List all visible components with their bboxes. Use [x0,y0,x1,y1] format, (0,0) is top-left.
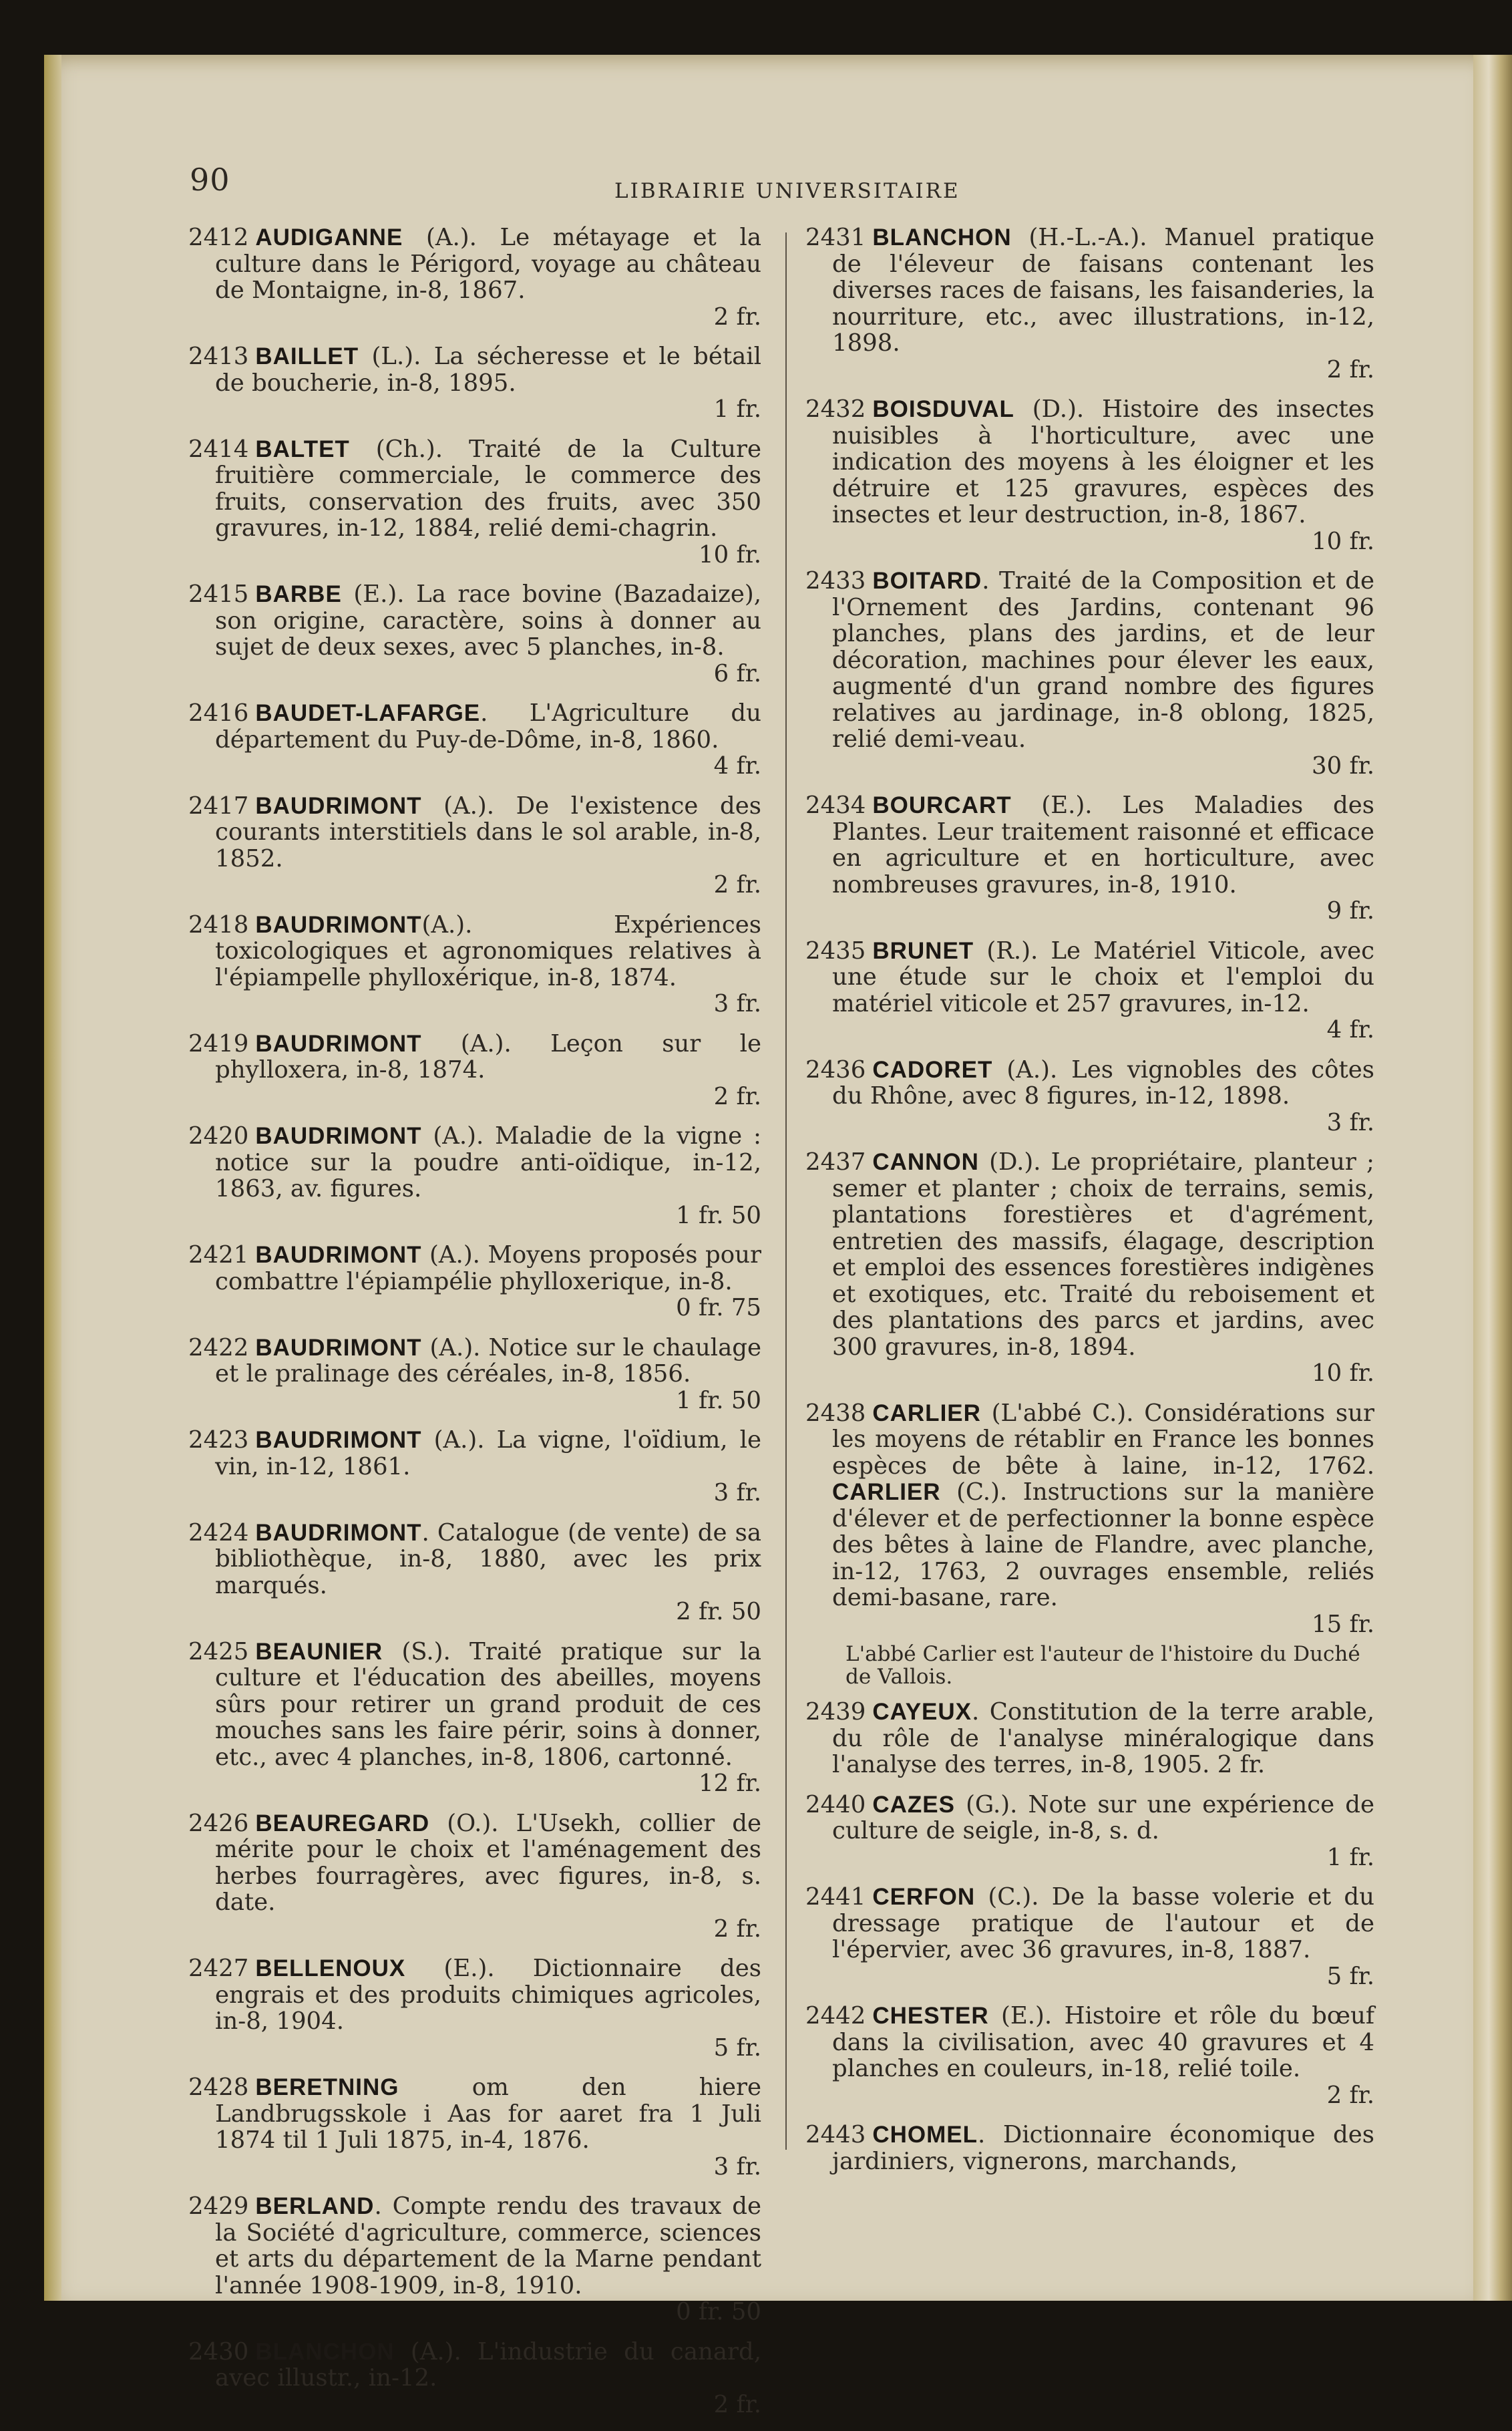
entry-number: 2432 [805,395,866,423]
catalog-entry [188,2074,761,2180]
entry-author: BAUDRIMONT [255,1427,422,1453]
entry-author: BERLAND [255,2193,375,2219]
entry-author: BEAUREGARD [255,1810,430,1836]
entry-price: 0 fr. 50 [676,2298,761,2325]
catalog-entry [805,1400,1374,1638]
entry-description: (D.). Histoire des insectes nuisibles à l'horticulture, avec une indication des moyens à les éloigner et les détruire et 125 gravures, espèces des insectes et leur destruction, in-8, 1867. [832,395,1374,528]
entry-description: om den hiere Landbrugsskole i Aas for aaret fra 1 Juli 1874 til 1 Juli 1875, in-4, 1876. [215,2074,761,2154]
entry-price: 12 fr. [699,1770,761,1797]
entry-price: 2 fr. 50 [676,1598,761,1625]
entry-price: 3 fr. [713,2152,761,2180]
catalog-entry [805,396,1374,554]
entry-author: BAUDRIMONT [255,911,422,938]
catalog-entry [805,792,1374,925]
catalog-entry [188,2339,761,2418]
entry-number: 2424 [188,1518,249,1547]
entry-price: 1 fr. [713,395,761,423]
entry-price: 3 fr. [713,990,761,1017]
catalog-entry [805,938,1374,1043]
entry-author: BLANCHON [255,2338,395,2365]
entry-description: . Dictionnaire économique des jardiniers, vignerons, marchands, [832,2121,1374,2175]
entry-price: 2 fr. [1326,2081,1374,2109]
entry-author: BEAUNIER [255,1638,383,1665]
column-divider [785,232,787,2150]
entry-description: (R.). Le Matériel Viticole, avec une étude sur le choix et l'emploi du matériel viticole et 257 gravures, in-12. [832,937,1374,1017]
entry-author: BAILLET [255,343,359,369]
entry-author: CARLIER [872,1400,981,1426]
catalog-entry [188,1242,761,1321]
entry-description: (A.). Maladie de la vigne : notice sur la poudre anti-oïdique, in-12, 1863, av. figures. [215,1122,761,1202]
page-number: 90 [190,162,230,198]
entry-author: BAUDRIMONT [255,1030,422,1057]
entry-author: BRUNET [872,937,974,964]
entry-description: (A.). Notice sur le chaulage et le pralinage des céréales, in-8, 1856. [215,1333,761,1388]
entry-number: 2431 [805,224,866,251]
entry-number: 2417 [188,792,249,820]
entry-number: 2436 [805,1056,866,1084]
entry-number: 2416 [188,699,249,727]
entry-number: 2434 [805,792,866,819]
entry-description: (A.). Moyens proposés pour combattre l'épiampélie phylloxerique, in-8. [215,1241,761,1295]
entry-price: 2 fr. [713,871,761,899]
entry-author: BOURCART [872,792,1012,818]
right-column [805,224,1374,2188]
entry-author: AUDIGANNE [255,224,403,251]
catalog-entry [188,2193,761,2325]
entry-price: 3 fr. [1326,1108,1374,1136]
entry-number: 2439 [805,1698,866,1726]
entry-number: 2430 [188,2337,249,2366]
entry-description: (G.). Note sur une expérience de culture de seigle, in-8, s. d. [832,1790,1374,1844]
entry-author: BAUDRIMONT [255,1242,422,1268]
entry-number: 2421 [188,1241,249,1269]
entry-author: BAUDET-LAFARGE [255,700,481,726]
page-fore-edge [1473,55,1512,2301]
catalog-entry [805,568,1374,779]
entry-description: (L'abbé C.). Considérations sur les moyens de rétablir en France les bonnes espèces de bête à laine, in-12, 1762. [832,1399,1374,1480]
entry-number: 2422 [188,1333,249,1361]
entry-number: 2414 [188,435,249,463]
entry-author: CAZES [872,1791,955,1818]
catalog-entry [188,700,761,780]
catalog-entry [188,224,761,330]
entry-description: (L.). La sécheresse et le bétail de boucherie, in-8, 1895. [215,343,761,397]
entry-price: 15 fr. [1312,1610,1374,1638]
catalog-entry [188,581,761,687]
entry-number: 2420 [188,1122,249,1150]
entry-description: (E.). La race bovine (Bazadaize), son origine, caractère, soins à donner au sujet de deux sexes, avec 5 planches, in-8. [215,581,761,661]
entry-price: 2 fr. [713,1915,761,1943]
entry-price: 2 fr. [1217,1751,1266,1778]
entry-description: (C.). Instructions sur la manière d'élever et de perfectionner la bonne espèce des bêtes à laine de Flandre, avec planche, in-12, 1763, 2 ouvrages ensemble, reliés demi-basane, rare. [832,1478,1374,1611]
entry-number: 2440 [805,1790,866,1818]
entry-price: 9 fr. [1326,897,1374,925]
catalog-entry [188,1335,761,1414]
entry-price: 2 fr. [713,2390,761,2418]
catalog-entry [188,1955,761,2061]
catalog-entry [188,343,761,423]
entry-description: . Traité de la Composition et de l'Ornement des Jardins, contenant 96 planches, plans des jardins, et de leur décoration, machines pour élever les eaux, augmenté d'un grand nombre des figures relatives au jardinage, in-8 oblong, 1825, relié demi-veau. [832,567,1374,753]
entry-description: (A.). L'industrie du canard, avec illustr., in-12. [215,2337,761,2392]
entry-author: BERETNING [255,2074,399,2100]
catalog-entry [188,1123,761,1229]
catalog-entry [805,2122,1374,2174]
entry-price: 10 fr. [1312,1359,1374,1387]
catalog-entry [805,1884,1374,1989]
entry-number: 2427 [188,1955,249,1982]
catalog-entry [188,912,761,1017]
entry-author: BAUDRIMONT [255,1123,422,1149]
entry-number: 2428 [188,2074,249,2101]
entry-price: 10 fr. [1312,527,1374,555]
entry-author: BALTET [255,436,350,462]
entry-author: BOISDUVAL [872,396,1014,422]
entry-description: (A.). La vigne, l'oïdium, le vin, in-12, 1861. [215,1426,761,1480]
entry-number: 2438 [805,1399,866,1427]
entry-number: 2423 [188,1426,249,1454]
entry-author: CANNON [872,1149,979,1175]
entry-number: 2418 [188,911,249,939]
entry-description: (A.). Expériences toxicologiques et agronomiques relatives à l'épiampelle phylloxérique, in-8, 1874. [215,911,761,991]
entry-price: 10 fr. [699,540,761,569]
entry-number: 2429 [188,2193,249,2220]
entry-price: 1 fr. 50 [676,1201,761,1229]
entry-author: BARBE [255,581,342,607]
entry-note: L'abbé Carlier est l'auteur de l'histoire du Duché de Vallois. [845,1642,1360,1689]
catalog-entry [188,1810,761,1943]
catalog-entry [188,1427,761,1506]
entry-author: CADORET [872,1056,993,1083]
entry-description: (S.). Traité pratique sur la culture et l'éducation des abeilles, moyens sûrs pour retirer un grand produit de ces mouches sans les faire périr, soins à donner, etc., avec 4 planches, in-8, 1806, cartonné. [215,1637,761,1771]
entry-number: 2419 [188,1029,249,1058]
entry-description: . Compte rendu des travaux de la Société d'agriculture, commerce, sciences et arts du département de la Marne pendant l'année 1908-1909, in-8, 1910. [215,2193,761,2299]
running-title: LIBRAIRIE UNIVERSITAIRE [614,179,960,203]
entry-author: BAUDRIMONT [255,792,422,819]
entry-price: 0 fr. 75 [676,1294,761,1321]
page-binding-edge [44,55,61,2301]
entry-description: (E.). Histoire et rôle du bœuf dans la civilisation, avec 40 gravures et 4 planches en couleurs, in-18, relié toile. [832,2002,1374,2082]
entry-description: (Ch.). Traité de la Culture fruitière commerciale, le commerce des fruits, conservation des fruits, avec 350 gravures, in-12, 1884, relié demi-chagrin. [215,435,761,542]
entry-number: 2426 [188,1809,249,1837]
entry-price: 1 fr. [1326,1843,1374,1871]
entry-price: 5 fr. [713,2034,761,2062]
catalog-entry [805,1057,1374,1136]
entry-description: (H.-L.-A.). Manuel pratique de l'éleveur de faisans contenant les diverses races de faisans, les faisanderies, la nourriture, etc., avec illustrations, in-12, 1898. [832,224,1374,357]
entry-price: 2 fr. [1326,355,1374,383]
catalog-entry [188,436,761,569]
entry-author: BAUDRIMONT [255,1334,422,1361]
entry-description: (A.). De l'existence des courants interstitiels dans le sol arable, in-8, 1852. [215,792,761,872]
entry-price: 3 fr. [713,1479,761,1506]
entry-description: (A.). Leçon sur le phylloxera, in-8, 1874. [215,1029,761,1084]
catalog-entry [805,2003,1374,2108]
entry-number: 2437 [805,1148,866,1176]
entry-description: . Catalogue (de vente) de sa bibliothèque, in-8, 1880, avec les prix marqués. [215,1518,761,1599]
entry-number: 2443 [805,2121,866,2148]
catalog-entry [805,224,1374,383]
entry-author: BELLENOUX [255,1955,406,1981]
entry-description: (D.). Le propriétaire, planteur ; semer et planter ; choix de terrains, semis, plantations forestières et d'agrément, entretien des massifs, élagage, description et emploi des essences forestières indigènes et exotiques, etc. Traité du reboisement et des plantations des parcs et jardins, avec 300 gravures, in-8, 1894. [832,1148,1374,1361]
entry-description: (O.). L'Usekh, collier de mérite pour le choix et l'aménagement des herbes fourragères, avec figures, in-8, s. date. [215,1809,761,1916]
catalog-entry [805,1699,1374,1778]
entry-author: CARLIER [832,1479,941,1505]
catalog-entry [188,1031,761,1110]
entry-description: . Constitution de la terre arable, du rôle de l'analyse minéralogique dans l'analyse des terres, in-8, 1905. [832,1698,1374,1778]
entry-price: 2 fr. [713,303,761,331]
entry-price: 2 fr. [713,1082,761,1110]
entry-number: 2412 [188,224,249,251]
entry-author: BOITARD [872,568,982,594]
entry-price: 4 fr. [713,752,761,780]
entry-author: CAYEUX [872,1699,972,1725]
entry-author: CHOMEL [872,2122,978,2148]
entry-number: 2435 [805,937,866,965]
entry-number: 2425 [188,1637,249,1665]
catalog-entry [805,1149,1374,1387]
entry-description: (A.). Le métayage et la culture dans le Périgord, voyage au château de Montaigne, in-8, 1867. [215,224,761,304]
entry-author: BLANCHON [872,224,1012,251]
entry-price: 5 fr. [1326,1962,1374,1990]
catalog-entry [188,1639,761,1797]
left-column [188,224,761,2431]
entry-price: 1 fr. 50 [676,1386,761,1414]
entry-number: 2413 [188,343,249,370]
entry-price: 30 fr. [1312,752,1374,780]
entry-description: . L'Agriculture du département du Puy-de-Dôme, in-8, 1860. [215,699,761,754]
entry-description: (A.). Les vignobles des côtes du Rhône, avec 8 figures, in-12, 1898. [832,1056,1374,1110]
entry-author: CHESTER [872,2003,989,2029]
entry-number: 2415 [188,581,249,608]
entry-description: (C.). De la basse volerie et du dressage pratique de l'autour et de l'épervier, avec 36 gravures, in-8, 1887. [832,1883,1374,1963]
entry-price: 4 fr. [1326,1016,1374,1043]
entry-description: (E.). Les Maladies des Plantes. Leur traitement raisonné et efficace en agriculture et en horticulture, avec nombreuses gravures, in-8, 1910. [832,792,1374,899]
entry-number: 2442 [805,2002,866,2030]
catalog-entry [188,793,761,899]
entry-number: 2433 [805,567,866,595]
catalog-entry [188,1520,761,1625]
entry-description: (E.). Dictionnaire des engrais et des produits chimiques agricoles, in-8, 1904. [215,1955,761,2035]
entry-price: 6 fr. [713,659,761,687]
entry-author: BAUDRIMONT [255,1519,422,1546]
entry-author: CERFON [872,1884,976,1910]
entry-number: 2441 [805,1883,866,1911]
catalog-entry [805,1792,1374,1871]
